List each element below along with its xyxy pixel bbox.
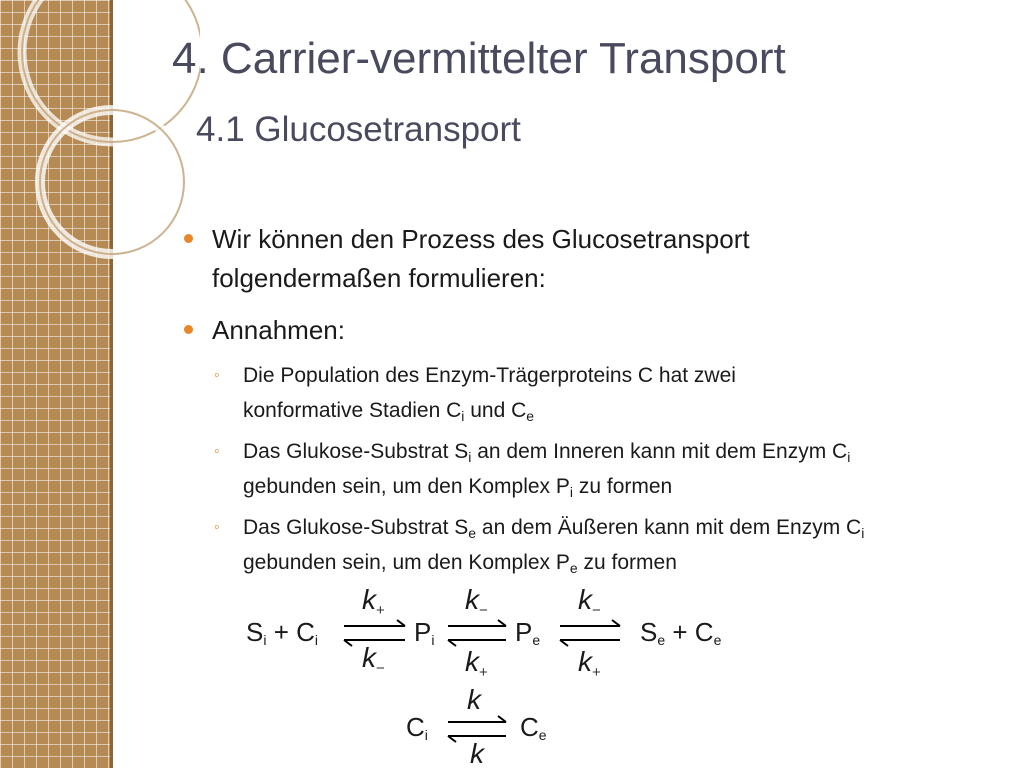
rate-constant-label: k — [467, 684, 481, 715]
equilibrium-arrow-icon — [560, 620, 620, 646]
circle-bullet-icon: ◦ — [214, 443, 220, 460]
sub-bullet-line: Das Glukose-Substrat $S_i$ an dem Inneren kann mit dem Enzym $C_i$ — [243, 440, 851, 465]
rate-constant-label: k — [470, 738, 484, 769]
species-pi: $P_i$ — [414, 617, 435, 648]
sub-bullet-line: gebunden sein, um den Komplex $P_i$ zu formen — [243, 475, 673, 500]
circle-bullet-icon: ◦ — [214, 367, 220, 384]
rate-constant-label: $k_-$ — [578, 584, 601, 619]
circle-bullet-icon: ◦ — [214, 519, 220, 536]
species-pe: $P_e$ — [515, 617, 541, 648]
species-se-ce: $S_e + C_e$ — [640, 617, 722, 648]
bullet-dot-icon — [184, 325, 193, 334]
sub-bullet-line: konformative Stadien $C_i$ und $C_e$ — [243, 399, 535, 424]
bullet-text-line: Annahmen: — [212, 315, 345, 345]
species-ce: $C_e$ — [520, 712, 547, 743]
species-ci: $C_i$ — [406, 712, 428, 743]
page-title: 4. Carrier-vermittelter Transport — [172, 34, 786, 83]
sub-bullet-line: Die Population des Enzym-Trägerproteins C hat zwei — [243, 364, 736, 387]
rate-constant-label: $k_+$ — [465, 646, 488, 681]
decorative-rings — [0, 0, 200, 260]
equilibrium-arrow-icon — [448, 620, 506, 646]
rate-constant-label: $k_-$ — [362, 642, 385, 677]
rate-constant-label: $k_+$ — [578, 646, 601, 681]
sub-bullet-line: Das Glukose-Substrat $S_e$ an dem Äußeren kann mit dem Enzym $C_i$ — [243, 516, 865, 541]
rate-constant-label: $k_+$ — [362, 584, 385, 619]
bullet-dot-icon — [184, 234, 193, 243]
sub-bullet-line: gebunden sein, um den Komplex $P_e$ zu formen — [243, 551, 677, 576]
species-si-ci: $S_i + C_i$ — [246, 617, 319, 648]
bullet-text-line: folgendermaßen formulieren: — [212, 263, 546, 293]
page-subtitle: 4.1 Glucosetransport — [196, 110, 521, 149]
bullet-text-line: Wir können den Prozess des Glucosetransport — [212, 224, 750, 254]
rate-constant-label: $k_-$ — [465, 584, 488, 619]
